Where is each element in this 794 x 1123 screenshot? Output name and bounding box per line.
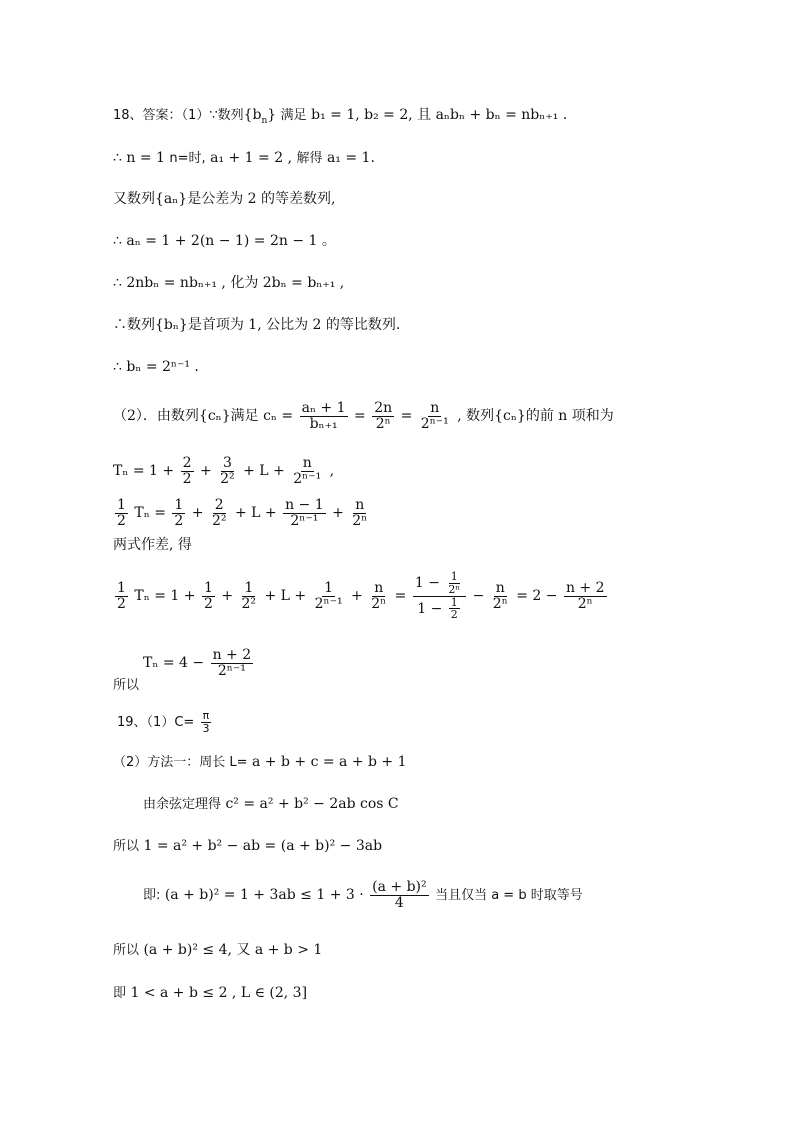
q18-line2-solve: 解得 (296, 151, 323, 166)
minus: − (472, 588, 485, 604)
frac-den: 2ⁿ⁻¹ (293, 470, 322, 487)
frac-num: 1 (117, 579, 126, 596)
big-den-a: 1 − (417, 600, 443, 617)
frac-den: 2ⁿ (492, 595, 508, 612)
frac (369, 581, 388, 611)
frac-num: 1 (450, 570, 458, 584)
frac-den: 2² (220, 470, 235, 487)
frac-num: (a + b)² (372, 878, 427, 895)
frac-num: π (202, 709, 210, 723)
frac-num: 3 (222, 454, 232, 471)
q18-intro-label: 18、答案：（1）∵数列 (113, 108, 244, 123)
frac-num: n (495, 579, 505, 596)
frac (210, 498, 229, 528)
frac (181, 456, 194, 486)
frac (240, 581, 259, 611)
frac-den: 2² (241, 595, 257, 612)
frac (350, 498, 369, 528)
frac-num: 1 (450, 595, 458, 609)
q18-tn-line-2 (113, 495, 371, 531)
q19-cos-line (143, 794, 399, 815)
q19-p1: 19、（1）C= (117, 715, 195, 730)
frac-num: n − 1 (285, 496, 324, 513)
frac-num: 1 (117, 496, 126, 513)
q19-so1-label: 所以 (113, 839, 140, 854)
frac (172, 498, 185, 528)
q18-line2-eq: a₁ + 1 = 2 , (210, 150, 293, 166)
q19-so2-line (113, 940, 322, 961)
frac-num: n (355, 496, 365, 513)
frac-den: 2ⁿ⁻¹ (290, 512, 319, 529)
q19-so2-label: 所以 (113, 943, 140, 958)
frac-big (413, 571, 466, 620)
frac-num: n + 2 (565, 579, 605, 596)
q18-line-4: ∴ aₙ = 1 + 2(n − 1) = 2n − 1 。 (113, 233, 336, 249)
frac (491, 581, 510, 611)
q19-final-line (113, 983, 307, 1004)
frac (446, 571, 462, 595)
q19-cos-eq: c² = a² + b² − 2ab cos C (225, 796, 399, 812)
q18-diff-line (113, 568, 609, 624)
q18-line5-b: 化为 2bₙ = bₙ₊₁ , (230, 275, 345, 291)
q19-part2 (113, 752, 407, 773)
tn-lhs: Tₙ = 1 + (113, 463, 175, 479)
frac (211, 648, 254, 678)
q19-ji-tail: 当且仅当 a = b 时取等号 (435, 888, 583, 903)
frac-den: 2ⁿ⁻¹ (217, 662, 246, 679)
q19-final-range: L ∈ (2, 3] (240, 985, 308, 1001)
frac-num: 1 (324, 579, 334, 596)
q19-cos-label: 由余弦定理得 (143, 797, 222, 812)
frac-den (415, 597, 464, 621)
frac-den: 2ⁿ (448, 582, 461, 596)
dots: + L + (234, 505, 277, 521)
q19-ji-line (143, 870, 583, 921)
q18-line-3: 又数列{aₙ}是公差为 2 的等差数列, (113, 191, 336, 207)
dots: + L + (264, 588, 307, 604)
frac-pi-3 (200, 710, 211, 734)
frac-half (115, 581, 128, 611)
q18-so-label: 所以 (113, 678, 140, 693)
plus: + (332, 505, 344, 521)
q18-p2-frac-2 (372, 401, 394, 431)
comma: , (329, 463, 335, 479)
q18-b-seq-end: } (267, 107, 277, 123)
frac-den: 2² (211, 512, 227, 529)
eq-sign: = (400, 408, 413, 424)
eq-sign: = (394, 588, 407, 604)
frac-den: 2 (117, 595, 126, 612)
frac-den: bₙ₊₁ (309, 415, 338, 432)
frac-den: 3 (202, 722, 210, 735)
frac-num: 2 (214, 496, 224, 513)
q19-so2-eq: (a + b)² ≤ 4, 又 a + b > 1 (143, 942, 323, 958)
frac-den: 2 (203, 595, 213, 612)
tn-lhs: Tₙ = (134, 505, 166, 521)
q19-ji-label: 即: (143, 888, 161, 903)
so-lhs: Tₙ = 4 − (143, 655, 205, 671)
subscript-n: n (261, 115, 268, 126)
frac-den: 2ⁿ (371, 595, 387, 612)
frac (313, 581, 345, 611)
q18-line2-prefix: ∴ n = 1 (113, 150, 165, 166)
frac-num: aₙ + 1 (301, 399, 346, 416)
plus: + (351, 588, 363, 604)
q19-final-label: 即 (113, 986, 127, 1001)
frac-num: 1 (203, 579, 213, 596)
frac-num: 2n (374, 399, 393, 416)
frac-den: 2ⁿ (375, 415, 391, 432)
q18-p2-label: （2）．由数列{cₙ}满足 cₙ = (113, 408, 294, 424)
frac (564, 581, 607, 611)
frac-num: 1 (174, 496, 184, 513)
plus: + (199, 463, 212, 479)
frac (218, 456, 237, 486)
q19-ji-eq: (a + b)² = 1 + 3ab ≤ 1 + 3 · (164, 887, 364, 903)
frac (449, 597, 460, 621)
q19-final-eq: 1 < a + b ≤ 2 , (130, 985, 237, 1001)
eq-sign: = (354, 408, 366, 424)
plus: + (221, 588, 234, 604)
q18-diff-label: 两式作差, 得 (113, 537, 192, 553)
frac (370, 880, 428, 910)
q18-line-2 (113, 148, 375, 169)
q18-part2-line (113, 398, 614, 434)
q18-line-1 (113, 105, 567, 131)
plus: + (191, 505, 204, 521)
frac-num: n (302, 454, 312, 471)
frac-den: 2ⁿ⁻¹ (314, 595, 343, 612)
frac-den: 2ⁿ (577, 595, 593, 612)
frac-num: n (374, 579, 384, 596)
frac-den: 2 (174, 512, 184, 529)
q18-p2-frac-3 (419, 401, 451, 431)
frac-half (115, 498, 128, 528)
tn-lhs: Tₙ = 1 + (134, 588, 196, 604)
frac-num: 2 (182, 454, 192, 471)
q18-so-eq (143, 645, 255, 681)
q18-p2-tail: , 数列{cₙ}的前 n 项和为 (457, 408, 614, 424)
frac-den: 2ⁿ (352, 512, 368, 529)
q18-cond-label: 满足 (280, 108, 307, 123)
q18-line-7: ∴ bₙ = 2ⁿ⁻¹ . (113, 359, 199, 375)
q18-tn-line-1 (113, 453, 334, 489)
q19-part1 (117, 708, 213, 738)
result: = 2 − (516, 588, 558, 604)
q18-line2-mid: n=时, (169, 151, 206, 166)
q18-p2-frac-1 (300, 401, 348, 431)
q19-p2-label: （2）方法一：周长 L= (113, 755, 248, 770)
frac-den: 2ⁿ⁻¹ (420, 415, 449, 432)
q19-so1-line (113, 836, 382, 857)
q18-cond: b₁ = 1, b₂ = 2, 且 aₙbₙ + bₙ = nbₙ₊₁ . (311, 107, 568, 123)
q19-so1-eq: 1 = a² + b² − ab = (a + b)² − 3ab (143, 838, 383, 854)
q18-line-6: ∴数列{bₙ}是首项为 1, 公比为 2 的等比数列. (113, 317, 401, 333)
q19-p2-eq: a + b + c = a + b + 1 (252, 754, 407, 770)
big-num-a: 1 − (414, 575, 440, 592)
frac-num: n (430, 399, 440, 416)
frac (283, 498, 326, 528)
q18-line2-res: a₁ = 1. (326, 150, 375, 166)
frac (202, 581, 215, 611)
frac-den: 4 (394, 894, 404, 911)
frac-den: 2 (450, 608, 458, 622)
frac-num: 1 (244, 579, 254, 596)
dots: + L + (243, 463, 285, 479)
q18-line5-a: ∴ 2nbₙ = nbₙ₊₁ , (113, 275, 226, 291)
frac-num: n + 2 (212, 646, 252, 663)
frac (291, 456, 323, 486)
frac-den: 2 (117, 512, 126, 529)
q18-line-5 (113, 273, 344, 293)
frac-den: 2 (182, 470, 192, 487)
frac-num (413, 571, 466, 596)
q18-b-seq: {b (243, 107, 262, 123)
